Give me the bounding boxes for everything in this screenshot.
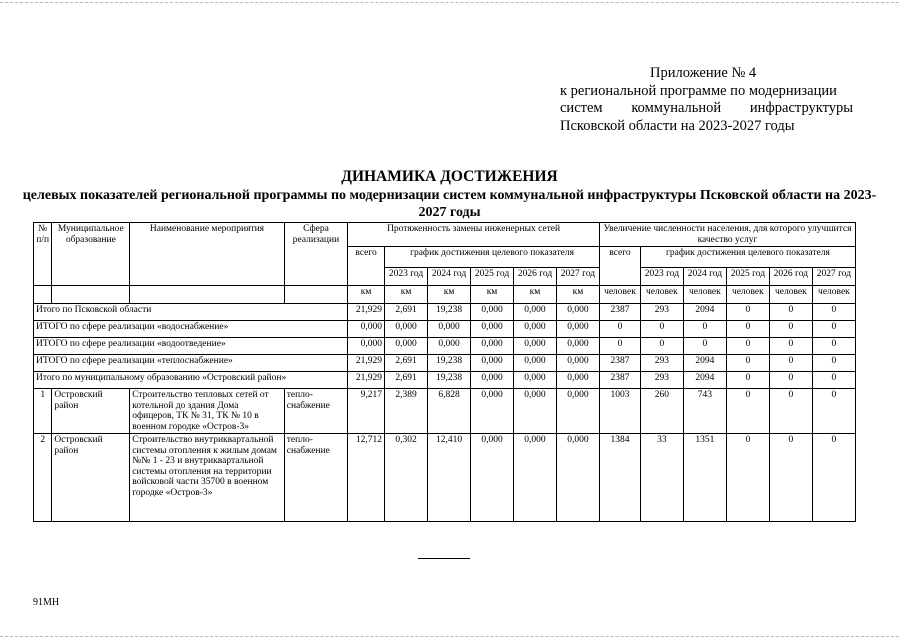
cell: 0,000 xyxy=(348,321,385,338)
unit-cell: км xyxy=(348,286,385,304)
cell: 1003 xyxy=(599,389,640,434)
cell: 0 xyxy=(812,338,855,355)
document-subtitle: целевых показателей региональной программы по модернизации систем коммунальной инфраструктуры Псковской области на 2023-2027 годы xyxy=(22,188,877,220)
cell: 293 xyxy=(640,355,683,372)
cell: 2094 xyxy=(683,372,726,389)
cell: 0 xyxy=(726,321,769,338)
row-municipality: Островский район xyxy=(52,434,130,522)
row-sphere: тепло-снабжение xyxy=(284,434,347,522)
scan-bottom-edge xyxy=(0,636,899,637)
row-sphere: тепло-снабжение xyxy=(284,389,347,434)
unit-cell: человек xyxy=(812,286,855,304)
cell: 0,000 xyxy=(514,355,557,372)
cell: 260 xyxy=(640,389,683,434)
row-num: 1 xyxy=(34,389,52,434)
cell: 0 xyxy=(726,338,769,355)
header-year: 2024 год xyxy=(683,268,726,286)
header-population-total: всего xyxy=(599,247,640,286)
cell: 1384 xyxy=(599,434,640,522)
header-length-schedule: график достижения целевого показателя xyxy=(385,247,600,268)
cell: 12,712 xyxy=(348,434,385,522)
cell: 1351 xyxy=(683,434,726,522)
cell: 0 xyxy=(812,389,855,434)
appendix-line-3: систем коммунальной инфраструктуры xyxy=(560,100,853,116)
cell: 19,238 xyxy=(428,355,471,372)
header-year: 2025 год xyxy=(471,268,514,286)
cell: 0 xyxy=(599,321,640,338)
total-label: Итого по Псковской области xyxy=(34,304,348,321)
row-municipality: Островский район xyxy=(52,389,130,434)
cell: 0 xyxy=(812,355,855,372)
cell: 0 xyxy=(726,355,769,372)
cell: 0 xyxy=(726,372,769,389)
total-row xyxy=(34,355,856,372)
cell: 0,000 xyxy=(514,304,557,321)
cell: 0,000 xyxy=(471,434,514,522)
cell: 6,828 xyxy=(428,389,471,434)
unit-cell: человек xyxy=(683,286,726,304)
cell: 0,000 xyxy=(348,338,385,355)
cell: 0,000 xyxy=(471,338,514,355)
cell: 0 xyxy=(812,304,855,321)
header-year: 2027 год xyxy=(812,268,855,286)
cell: 2,691 xyxy=(385,355,428,372)
cell: 0,000 xyxy=(471,372,514,389)
cell: 0 xyxy=(769,321,812,338)
cell: 0,000 xyxy=(514,372,557,389)
cell: 21,929 xyxy=(348,372,385,389)
table-row xyxy=(34,389,856,434)
cell: 0,000 xyxy=(514,338,557,355)
unit-cell: км xyxy=(428,286,471,304)
header-year: 2023 год xyxy=(640,268,683,286)
cell: 0,000 xyxy=(556,338,599,355)
cell: 2387 xyxy=(599,355,640,372)
header-length-group: Протяженность замены инженерных сетей xyxy=(348,223,600,247)
cell: 12,410 xyxy=(428,434,471,522)
cell: 21,929 xyxy=(348,304,385,321)
cell: 0 xyxy=(683,321,726,338)
row-num: 2 xyxy=(34,434,52,522)
unit-cell: км xyxy=(556,286,599,304)
cell: 0 xyxy=(769,389,812,434)
footer-code: 91МН xyxy=(33,597,60,608)
cell: 0 xyxy=(812,372,855,389)
appendix-note xyxy=(560,65,853,135)
header-year: 2025 год xyxy=(726,268,769,286)
row-event: Строительство внутриквартальной системы отопления к жилым домам №№ 1 - 23 и внутриквартальной системы отопления на территории войсковой части 35700 в военном городке «Остров-3» xyxy=(130,434,285,522)
cell: 293 xyxy=(640,304,683,321)
total-label: ИТОГО по сфере реализации «водоотведение» xyxy=(34,338,348,355)
cell: 21,929 xyxy=(348,355,385,372)
scan-top-edge xyxy=(0,2,899,3)
cell: 743 xyxy=(683,389,726,434)
cell: 2,691 xyxy=(385,304,428,321)
header-year: 2026 год xyxy=(769,268,812,286)
total-label: ИТОГО по сфере реализации «водоснабжение» xyxy=(34,321,348,338)
header-population-group: Увеличение численности населения, для которого улучшится качество услуг xyxy=(599,223,855,247)
cell: 0 xyxy=(599,338,640,355)
total-row xyxy=(34,304,856,321)
header-num: № п/п xyxy=(34,223,52,286)
separator-line xyxy=(418,558,470,559)
appendix-title: Приложение № 4 xyxy=(650,65,757,81)
unit-cell: км xyxy=(514,286,557,304)
cell: 0 xyxy=(769,434,812,522)
cell: 0,302 xyxy=(385,434,428,522)
header-population-schedule: график достижения целевого показателя xyxy=(640,247,855,268)
cell: 0 xyxy=(812,434,855,522)
cell: 0 xyxy=(769,355,812,372)
unit-cell: человек xyxy=(726,286,769,304)
header-event: Наименование мероприятия xyxy=(130,223,285,286)
unit-cell: человек xyxy=(769,286,812,304)
header-sphere: Сфера реализации xyxy=(284,223,347,286)
cell: 0 xyxy=(769,304,812,321)
cell: 0,000 xyxy=(556,372,599,389)
cell: 0,000 xyxy=(428,321,471,338)
cell: 0,000 xyxy=(385,338,428,355)
header-length-total: всего xyxy=(348,247,385,286)
cell: 0 xyxy=(640,338,683,355)
total-label: ИТОГО по сфере реализации «теплоснабжение» xyxy=(34,355,348,372)
header-year: 2026 год xyxy=(514,268,557,286)
cell: 2387 xyxy=(599,372,640,389)
cell: 2387 xyxy=(599,304,640,321)
cell: 2,691 xyxy=(385,372,428,389)
total-row xyxy=(34,372,856,389)
cell: 0,000 xyxy=(556,304,599,321)
cell: 9,217 xyxy=(348,389,385,434)
cell: 0,000 xyxy=(514,434,557,522)
table-row xyxy=(34,434,856,522)
cell: 0 xyxy=(726,434,769,522)
unit-cell: человек xyxy=(640,286,683,304)
header-year: 2027 год xyxy=(556,268,599,286)
cell: 0 xyxy=(683,338,726,355)
header-year: 2024 год xyxy=(428,268,471,286)
cell: 0,000 xyxy=(556,321,599,338)
cell: 0,000 xyxy=(556,355,599,372)
cell: 0,000 xyxy=(471,355,514,372)
cell: 19,238 xyxy=(428,372,471,389)
cell: 0 xyxy=(812,321,855,338)
indicators-table xyxy=(33,222,856,522)
appendix-line-2: к региональной программе по модернизации xyxy=(560,82,837,99)
cell: 0 xyxy=(726,304,769,321)
cell: 0,000 xyxy=(556,389,599,434)
unit-cell: км xyxy=(385,286,428,304)
cell: 0,000 xyxy=(471,304,514,321)
total-row xyxy=(34,338,856,355)
cell: 0,000 xyxy=(471,321,514,338)
unit-cell: км xyxy=(471,286,514,304)
cell: 293 xyxy=(640,372,683,389)
cell: 0 xyxy=(769,338,812,355)
cell: 0,000 xyxy=(514,389,557,434)
total-row xyxy=(34,321,856,338)
header-municipality: Муниципальное образование xyxy=(52,223,130,286)
header-year: 2023 год xyxy=(385,268,428,286)
appendix-line-4: Псковской области на 2023-2027 годы xyxy=(560,117,795,134)
unit-cell: человек xyxy=(599,286,640,304)
row-event: Строительство тепловых сетей от котельной до здания Дома офицеров, ТК № 31, ТК № 10 в военном городке «Остров-3» xyxy=(130,389,285,434)
cell: 0 xyxy=(769,372,812,389)
cell: 2094 xyxy=(683,355,726,372)
cell: 0,000 xyxy=(514,321,557,338)
cell: 2094 xyxy=(683,304,726,321)
cell: 0,000 xyxy=(556,434,599,522)
cell: 0 xyxy=(640,321,683,338)
total-label: Итого по муниципальному образованию «Островский район» xyxy=(34,372,348,389)
cell: 0 xyxy=(726,389,769,434)
cell: 19,238 xyxy=(428,304,471,321)
document-title: ДИНАМИКА ДОСТИЖЕНИЯ xyxy=(341,168,558,185)
cell: 2,389 xyxy=(385,389,428,434)
cell: 33 xyxy=(640,434,683,522)
cell: 0,000 xyxy=(471,389,514,434)
cell: 0,000 xyxy=(428,338,471,355)
cell: 0,000 xyxy=(385,321,428,338)
